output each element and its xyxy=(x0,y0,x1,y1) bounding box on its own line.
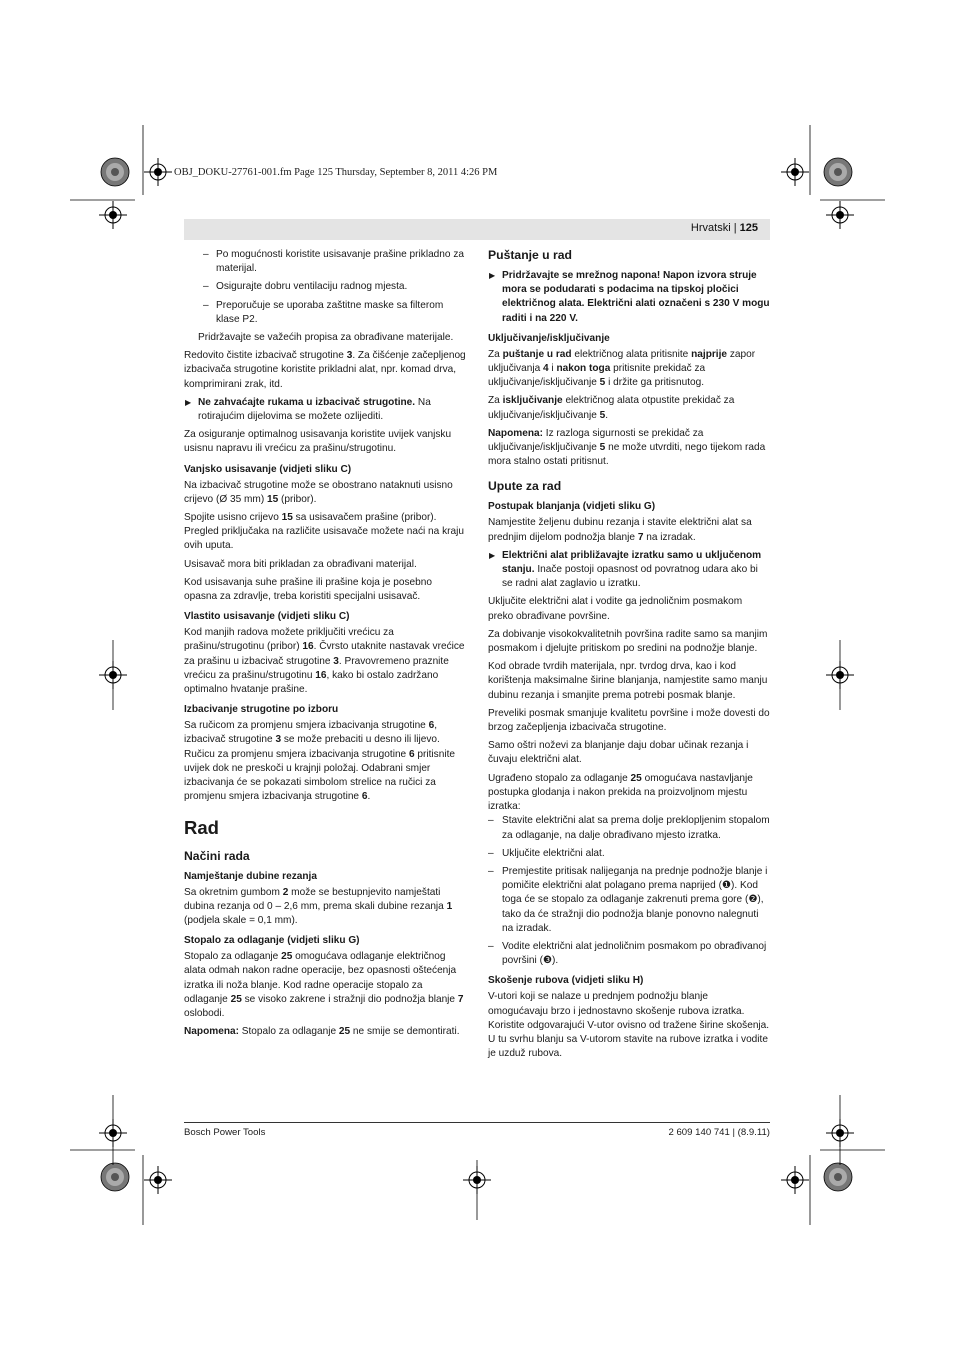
header-separator: | xyxy=(733,222,737,234)
subheading: Izbacivanje strugotine po izboru xyxy=(184,704,339,716)
file-slug: OBJ_DOKU-27761-001.fm Page 125 Thursday, September 8, 2011 4:26 PM xyxy=(174,167,498,178)
step-3-icon: ❸ xyxy=(542,955,553,967)
header-section: Hrvatski xyxy=(690,222,731,234)
paragraph: Za isključivanje električnog alata otpustite prekidač za uključivanje/isključivanje 5. xyxy=(488,395,735,421)
subheading: Vlastito usisavanje (vidjeti sliku C) xyxy=(184,611,350,623)
paragraph: Preveliki posmak smanjuje kvalitetu površine i može dovesti do brzog začepljenja izbacivača strugotine. xyxy=(488,707,770,734)
warning-item: ▶ Električni alat približavajte izratku samo u uključenom stanju. Inače postoji opasnost od povratnog udara ako bi se radni alat zaglavio u izratku. xyxy=(488,549,770,592)
section-subheading: Puštanje u rad xyxy=(488,248,572,262)
footer-doc-number: 2 609 140 741 | (8.9.11) xyxy=(668,1127,770,1138)
paragraph: Samo oštri noževi za blanjanje daju dobar učinak rezanja i čuvaju električni alat. xyxy=(488,740,749,766)
paragraph: Sa ručicom za promjenu smjera izbacivanja strugotine 6, izbacivač strugotine 3 se može prebaciti u desno ili lijevo. Ručicu za promjenu smjera izbacivanja strugotine 6 pritisnite uvijek dok ne preskoči u krajnji položaj. Odabrani smjer izbacivanja će se pokazati simbolom strelice na ručici za promjenu smjera izbacivanja strugotine 6. xyxy=(184,720,455,803)
paragraph: Spojite usisno crijevo 15 sa usisavačem prašine (pribor). Pregled priključaka na različite usisavače možete naći na kraju ovih uputa. xyxy=(184,512,464,552)
left-column xyxy=(184,248,466,1043)
paragraph: Kod obrade tvrdih materijala, npr. tvrdog drva, kao i kod korištenja maksimalne širine blanjanja, namjestite samo manju dubinu rezanja i smanjite prema potrebi posmak blanje. xyxy=(488,661,768,701)
paragraph: Za osiguranje optimalnog usisavanja koristite uvijek vanjsku usisnu napravu ili vrećicu za prašinu/strugotinu. xyxy=(184,429,452,455)
paragraph: Pridržavajte se važećih propisa za obrađivane materijale. xyxy=(198,332,454,344)
section-heading: Rad xyxy=(184,816,219,838)
paragraph: Uključite električni alat i vodite ga jednoličnim posmakom preko obrađivane površine. xyxy=(488,596,743,622)
right-column xyxy=(488,248,770,1065)
note: Napomena: Iz razloga sigurnosti se prekidač za uključivanje/isključivanje 5 ne može utvrditi, nego tijekom rada mora stalno ostati pritisnut. xyxy=(488,427,766,468)
footer-rule xyxy=(184,1122,770,1123)
header-text xyxy=(691,222,758,234)
subheading: Stopalo za odlaganje (vidjeti sliku G) xyxy=(184,935,360,947)
dash-item: – Preporučuje se uporaba zaštitne maske sa filterom klase P2. xyxy=(184,299,466,327)
dash-item: – Osigurajte dobru ventilaciju radnog mjesta. xyxy=(184,280,466,294)
dash-item: – Vodite električni alat jednoličnim posmakom po obrađivanoj površini (❸). xyxy=(488,940,770,968)
note: Napomena: Stopalo za odlaganje 25 ne smije se demontirati. xyxy=(184,1026,460,1038)
section-subheading: Načini rada xyxy=(184,848,250,863)
step-1-icon: ❶ xyxy=(721,880,732,892)
warning-item: ▶ Ne zahvaćajte rukama u izbacivač strugotine. Na rotirajućim dijelovima se možete ozlijediti. xyxy=(184,396,466,424)
subheading: Skošenje rubova (vidjeti sliku H) xyxy=(488,975,644,987)
page-number: 125 xyxy=(739,222,758,234)
dash-item: – Uključite električni alat. xyxy=(488,847,770,861)
dash-item: – Po mogućnosti koristite usisavanje prašine prikladno za materijal. xyxy=(184,248,466,276)
subheading: Vanjsko usisavanje (vidjeti sliku C) xyxy=(184,463,352,475)
paragraph: V-utori koji se nalaze u prednjem podnožju blanje omogućavaju brzo i jednostavno skošenje rubova izratka. Koristite odgovarajući V-utor ovisno od tražene širine skošenja. U tu svrhu blanju sa V-utorom stavite na rubove izratka i vodite je uzduž rubova. xyxy=(488,991,770,1060)
step-2-icon: ❷ xyxy=(748,894,758,906)
paragraph: Usisavač mora biti prikladan za obrađivani materijal. xyxy=(184,558,417,570)
paragraph: Za dobivanje visokokvalitetnih površina radite samo sa manjim posmakom i djelujte pritiskom po sredini na podnožje blanje. xyxy=(488,628,768,655)
paragraph: Za puštanje u rad električnog alata pritisnite najprije zapor uključivanja 4 i nakon toga pritisnite prekidač za uključivanje/isključivanje 5 i držite ga pritisnutog. xyxy=(488,348,756,389)
paragraph: Namjestite željenu dubinu rezanja i stavite električni alat sa prednjim dijelom podnožja blanje 7 na izradak. xyxy=(488,517,752,543)
paragraph: Sa okretnim gumbom 2 može se bestupnjevito namještati dubina rezanja od 0 – 2,6 mm, prema skali dubine rezanja 1 (podjela skale = 0,1 mm). xyxy=(184,886,453,926)
paragraph: Ugrađeno stopalo za odlaganje 25 omogućava nastavljanje postupka glodanja i nakon prekida na proizvoljnom mjestu izratka: xyxy=(488,772,753,813)
warning-item: ▶ Pridržavajte se mrežnog napona! Napon izvora struje mora se podudarati s podacima na tipskoj pločici električnog alata. Električni alati označeni s 230 V mogu raditi i na 220 V. xyxy=(488,269,770,326)
subheading: Postupak blanjanja (vidjeti sliku G) xyxy=(488,501,656,513)
paragraph: Kod usisavanja suhe prašine ili prašine koja je posebno opasna za zdravlje, treba koristiti specijalni usisavač. xyxy=(184,576,433,603)
paragraph: Na izbacivač strugotine može se obostrano nataknuti usisno crijevo (Ø 35 mm) 15 (pribor). xyxy=(184,479,453,505)
page-header xyxy=(184,219,770,240)
subheading: Uključivanje/isključivanje xyxy=(488,332,610,344)
paragraph: Kod manjih radova možete priključiti vrećicu za prašinu/strugotinu (pribor) 16. Čvrsto utaknite nastavak vrećice za prašinu u izbacivač strugotine 3. Pravovremeno praznite vrećicu za prašinu/strugotinu 16, kako bi ostalo zadržano optimalno hvatanje prašine. xyxy=(184,627,465,696)
paragraph: Redovito čistite izbacivač strugotine 3. Za čišćenje začepljenog izbacivača strugotine koristite prikladni alat, npr. komad drva, komprimirani zrak, itd. xyxy=(184,350,466,390)
footer-brand: Bosch Power Tools xyxy=(184,1127,266,1138)
section-subheading: Upute za rad xyxy=(488,479,562,494)
subheading: Namještanje dubine rezanja xyxy=(184,870,317,882)
dash-item: – Premjestite pritisak nalijeganja na prednje podnožje blanje i pomičite električni alat polagano prema naprijed (❶). Kod toga će se stopalo za odlaganje zakrenuti prema gore (❷), tako da će stražnji dio podnožja blanje ponovno nalegnuti na izradak. xyxy=(488,865,770,936)
dash-item: – Stavite električni alat sa prema dolje preklopljenim stopalom za odlaganje, na dalje obrađivano mjesto izratka. xyxy=(488,814,770,842)
paragraph: Stopalo za odlaganje 25 omogućava odlaganje električnog alata odmah nakon radne operacije, bez opasnosti oštećenja izratka ili noža blanje. Kod radne operacije stopalo za odlaganje 25 se visoko zakrene i stražnji dio podnožja blanje 7 oslobodi. xyxy=(184,951,464,1019)
